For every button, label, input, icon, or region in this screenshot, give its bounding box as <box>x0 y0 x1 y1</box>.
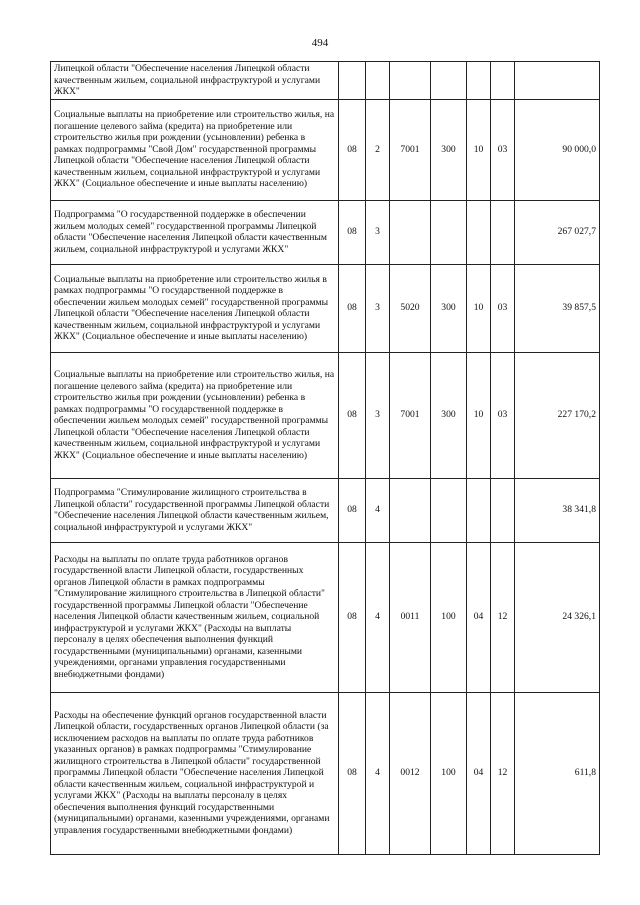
row-subsection <box>491 62 515 100</box>
row-section <box>467 478 491 542</box>
table-row <box>51 99 600 200</box>
row-section: 10 <box>467 264 491 352</box>
row-program-code <box>339 62 366 100</box>
row-name: Социальные выплаты на приобретение или строительство жилья, на погашение целевого займа (кредита) на приобретение или строительство жилья при рождении (усыновлении) ребенка в рамках подпрограммы "Свой Дом" государственной программы Липецкой области "Обеспечение населения Липецкой области качественным жильем, социальной инфраструктурой и услугами ЖКХ" (Социальное обеспечение и иные выплаты населению) <box>51 99 339 200</box>
row-expense-type: 300 <box>431 99 467 200</box>
budget-table <box>50 61 600 855</box>
row-subprogram-code: 4 <box>366 478 390 542</box>
row-expense-type: 100 <box>431 692 467 854</box>
row-amount: 611,8 <box>515 692 600 854</box>
row-program-code: 08 <box>339 542 366 692</box>
row-name: Социальные выплаты на приобретение или строительство жилья в рамках подпрограммы "О государственной поддержке в обеспечении жильем молодых семей" государственной программы Липецкой области "Обеспечение населения Липецкой области качественным жильем, социальной инфраструктурой и услугами ЖКХ" (Социальное обеспечение и иные выплаты населению) <box>51 264 339 352</box>
row-name: Липецкой области "Обеспечение населения Липецкой области качественным жильем, социальной инфраструктурой и услугами ЖКХ" <box>51 62 339 100</box>
row-program-code: 08 <box>339 200 366 264</box>
row-program-code: 08 <box>339 478 366 542</box>
row-section <box>467 200 491 264</box>
row-direction-code: 5020 <box>390 264 431 352</box>
row-direction-code: 7001 <box>390 352 431 478</box>
table-row <box>51 478 600 542</box>
row-amount: 227 170,2 <box>515 352 600 478</box>
row-expense-type: 300 <box>431 264 467 352</box>
row-direction-code <box>390 478 431 542</box>
row-subprogram-code: 3 <box>366 352 390 478</box>
row-subsection <box>491 478 515 542</box>
row-subsection: 12 <box>491 692 515 854</box>
row-subprogram-code <box>366 62 390 100</box>
row-amount: 267 027,7 <box>515 200 600 264</box>
row-subprogram-code: 4 <box>366 692 390 854</box>
row-amount: 38 341,8 <box>515 478 600 542</box>
row-section <box>467 62 491 100</box>
row-expense-type <box>431 478 467 542</box>
table-row <box>51 542 600 692</box>
row-section: 10 <box>467 99 491 200</box>
row-name: Расходы на выплаты по оплате труда работников органов государственной власти Липецкой области, государственных органов Липецкой области в рамках подпрограммы "Стимулирование жилищного строительства в Липецкой области" государственной программы Липецкой области "Обеспечение населения Липецкой области качественным жильем, социальной инфраструктурой и услугами ЖКХ" (Расходы на выплаты персоналу в целях обеспечения выполнения функций государственными (муниципальными) органами, казенными учреждениями, органами управления государственными внебюджетными фондами) <box>51 542 339 692</box>
row-subprogram-code: 4 <box>366 542 390 692</box>
row-direction-code: 7001 <box>390 99 431 200</box>
row-name: Подпрограмма "Стимулирование жилищного строительства в Липецкой области" государственной программы Липецкой области "Обеспечение населения Липецкой области качественным жильем, социальной инфраструктурой и услугами ЖКХ" <box>51 478 339 542</box>
row-subprogram-code: 2 <box>366 99 390 200</box>
row-subsection <box>491 200 515 264</box>
row-amount: 24 326,1 <box>515 542 600 692</box>
table-row <box>51 264 600 352</box>
row-program-code: 08 <box>339 264 366 352</box>
row-program-code: 08 <box>339 99 366 200</box>
row-section: 10 <box>467 352 491 478</box>
row-section: 04 <box>467 542 491 692</box>
row-program-code: 08 <box>339 692 366 854</box>
page-number: 494 <box>311 37 329 49</box>
row-subsection: 03 <box>491 264 515 352</box>
row-direction-code: 0012 <box>390 692 431 854</box>
table-row <box>51 692 600 854</box>
table-row <box>51 62 600 100</box>
row-section: 04 <box>467 692 491 854</box>
row-amount <box>515 62 600 100</box>
row-amount: 39 857,5 <box>515 264 600 352</box>
row-direction-code: 0011 <box>390 542 431 692</box>
row-subprogram-code: 3 <box>366 200 390 264</box>
row-amount: 90 000,0 <box>515 99 600 200</box>
row-expense-type <box>431 200 467 264</box>
row-subsection: 03 <box>491 352 515 478</box>
row-program-code: 08 <box>339 352 366 478</box>
row-expense-type: 100 <box>431 542 467 692</box>
row-name: Подпрограмма "О государственной поддержке в обеспечении жильем молодых семей" государственной программы Липецкой области "Обеспечение населения Липецкой области качественным жильем, социальной инфраструктурой и услугами ЖКХ" <box>51 200 339 264</box>
row-subprogram-code: 3 <box>366 264 390 352</box>
row-name: Расходы на обеспечение функций органов государственной власти Липецкой области, государственных органов Липецкой области (за исключением расходов на выплаты по оплате труда работников указанных органов) в рамках подпрограммы "Стимулирование жилищного строительства в Липецкой области" государственной программы Липецкой области "Обеспечение населения Липецкой области качественным жильем, социальной инфраструктурой и услугами ЖКХ" (Расходы на выплаты персоналу в целях обеспечения выполнения функций государственными (муниципальными) органами, казенными учреждениями, органами управления государственными внебюджетными фондами) <box>51 692 339 854</box>
row-expense-type <box>431 62 467 100</box>
row-subsection: 12 <box>491 542 515 692</box>
row-name: Социальные выплаты на приобретение или строительство жилья, на погашение целевого займа (кредита) на приобретение или строительство жилья при рождении (усыновлении) ребенка в рамках подпрограммы "О государственной поддержке в обеспечении жильем молодых семей" государственной программы Липецкой области "Обеспечение населения Липецкой области качественным жильем, социальной инфраструктурой и услугами ЖКХ" (Социальное обеспечение и иные выплаты населению) <box>51 352 339 478</box>
row-expense-type: 300 <box>431 352 467 478</box>
table-row <box>51 352 600 478</box>
table-row <box>51 200 600 264</box>
row-subsection: 03 <box>491 99 515 200</box>
row-direction-code <box>390 200 431 264</box>
row-direction-code <box>390 62 431 100</box>
